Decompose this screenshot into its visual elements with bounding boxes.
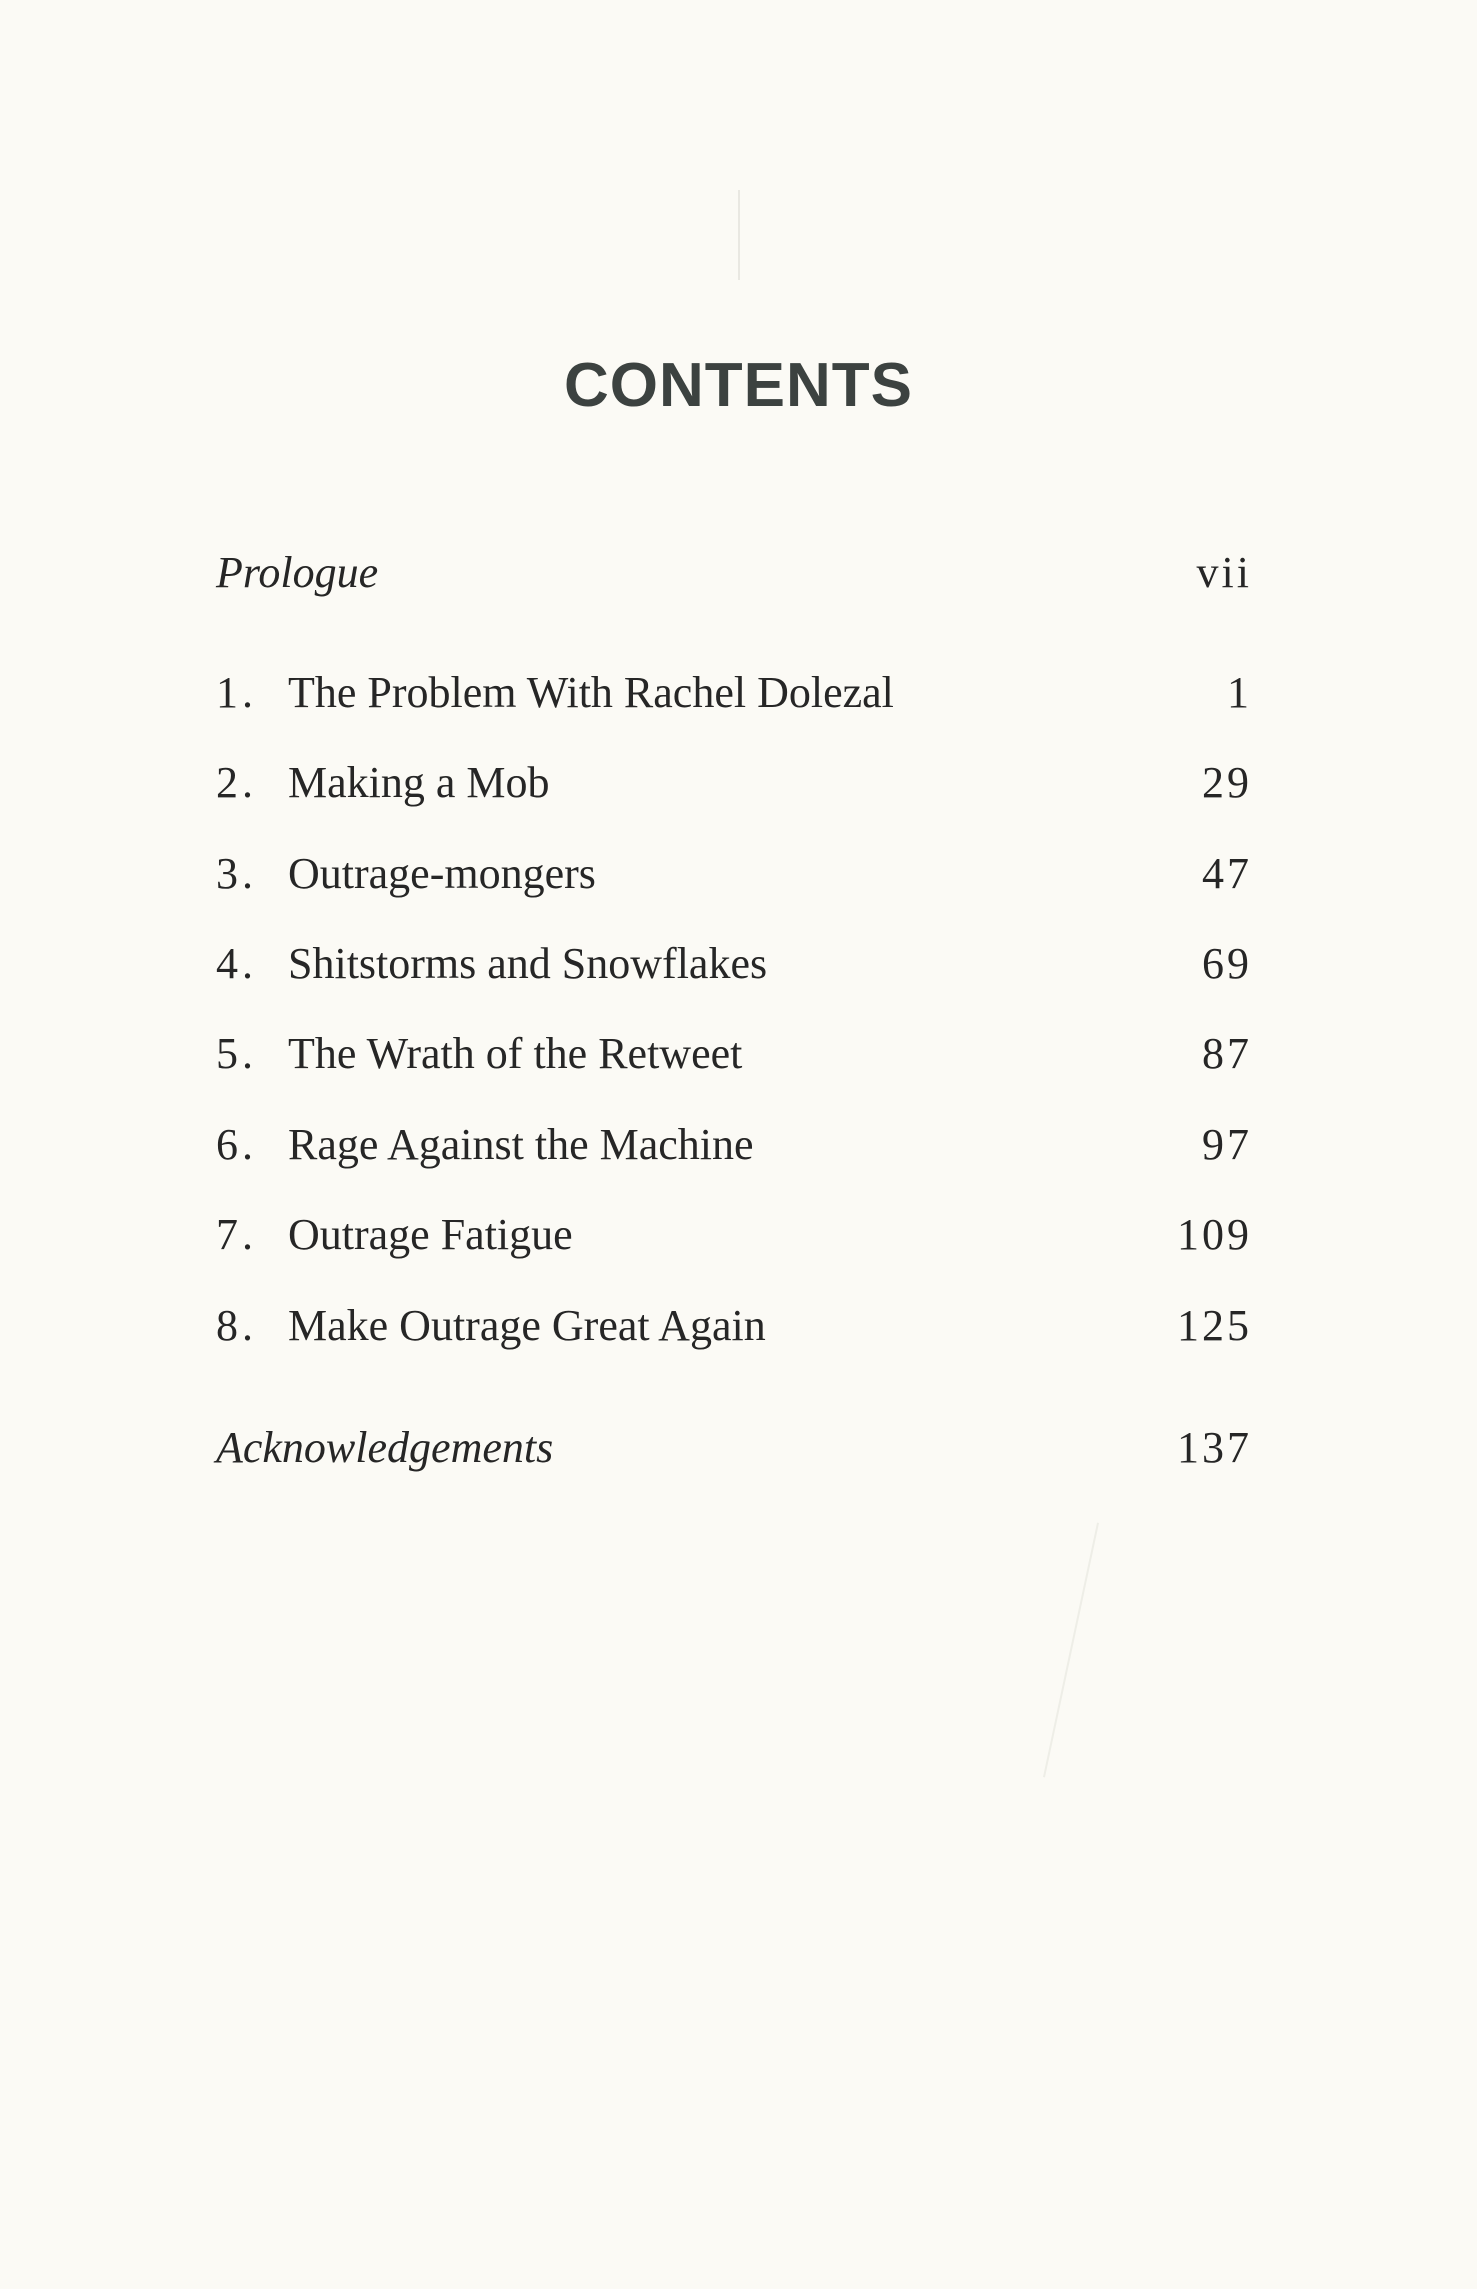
toc-entry-label: Prologue [216,548,379,597]
chapter-number: 6. [216,1120,257,1169]
toc-entry-chapter[interactable] [216,1200,1252,1270]
toc-entry-prologue[interactable] [216,538,1252,608]
toc-entry-chapter[interactable] [216,658,1252,728]
toc-entry-chapter[interactable] [216,1019,1252,1089]
chapter-number: 3. [216,849,257,898]
chapter-title: Outrage Fatigue [288,1210,573,1259]
page-title: CONTENTS [564,351,913,420]
toc-entry-chapter[interactable] [216,1110,1252,1180]
toc-page-number: 69 [1202,939,1252,988]
chapter-number: 2. [216,758,257,807]
chapter-number: 5. [216,1029,257,1078]
chapter-title: Outrage-mongers [288,849,596,898]
paper-mark [738,190,740,280]
chapter-title: The Wrath of the Retweet [288,1029,743,1078]
toc-entry-chapter[interactable] [216,748,1252,818]
chapter-number: 1. [216,668,257,717]
toc-entry-acknowledgements[interactable] [216,1413,1252,1483]
paper-mark [1043,1523,1099,1778]
toc-page-number: 97 [1202,1120,1252,1169]
toc-entry-chapter[interactable] [216,1291,1252,1361]
toc-page-number: 137 [1177,1423,1252,1472]
chapter-title: Making a Mob [288,758,550,807]
toc-entry-chapter[interactable] [216,839,1252,909]
chapter-title: Make Outrage Great Again [288,1301,766,1350]
toc-page-number: 29 [1202,758,1252,807]
toc-entry-chapter[interactable] [216,929,1252,999]
toc-entry-label: Acknowledgements [216,1423,554,1472]
toc-page-number: 87 [1202,1029,1252,1078]
chapter-title: The Problem With Rachel Dolezal [288,668,894,717]
toc-page-number: 125 [1177,1301,1252,1350]
chapter-title: Shitstorms and Snowflakes [288,939,768,988]
chapter-title: Rage Against the Machine [288,1120,754,1169]
toc-page-number: 47 [1202,849,1252,898]
chapter-number: 8. [216,1301,257,1350]
toc-page-number: 109 [1177,1210,1252,1259]
chapter-number: 4. [216,939,257,988]
chapter-number: 7. [216,1210,257,1259]
toc-page-number: 1 [1227,668,1252,717]
toc-page-number: vii [1196,548,1252,597]
